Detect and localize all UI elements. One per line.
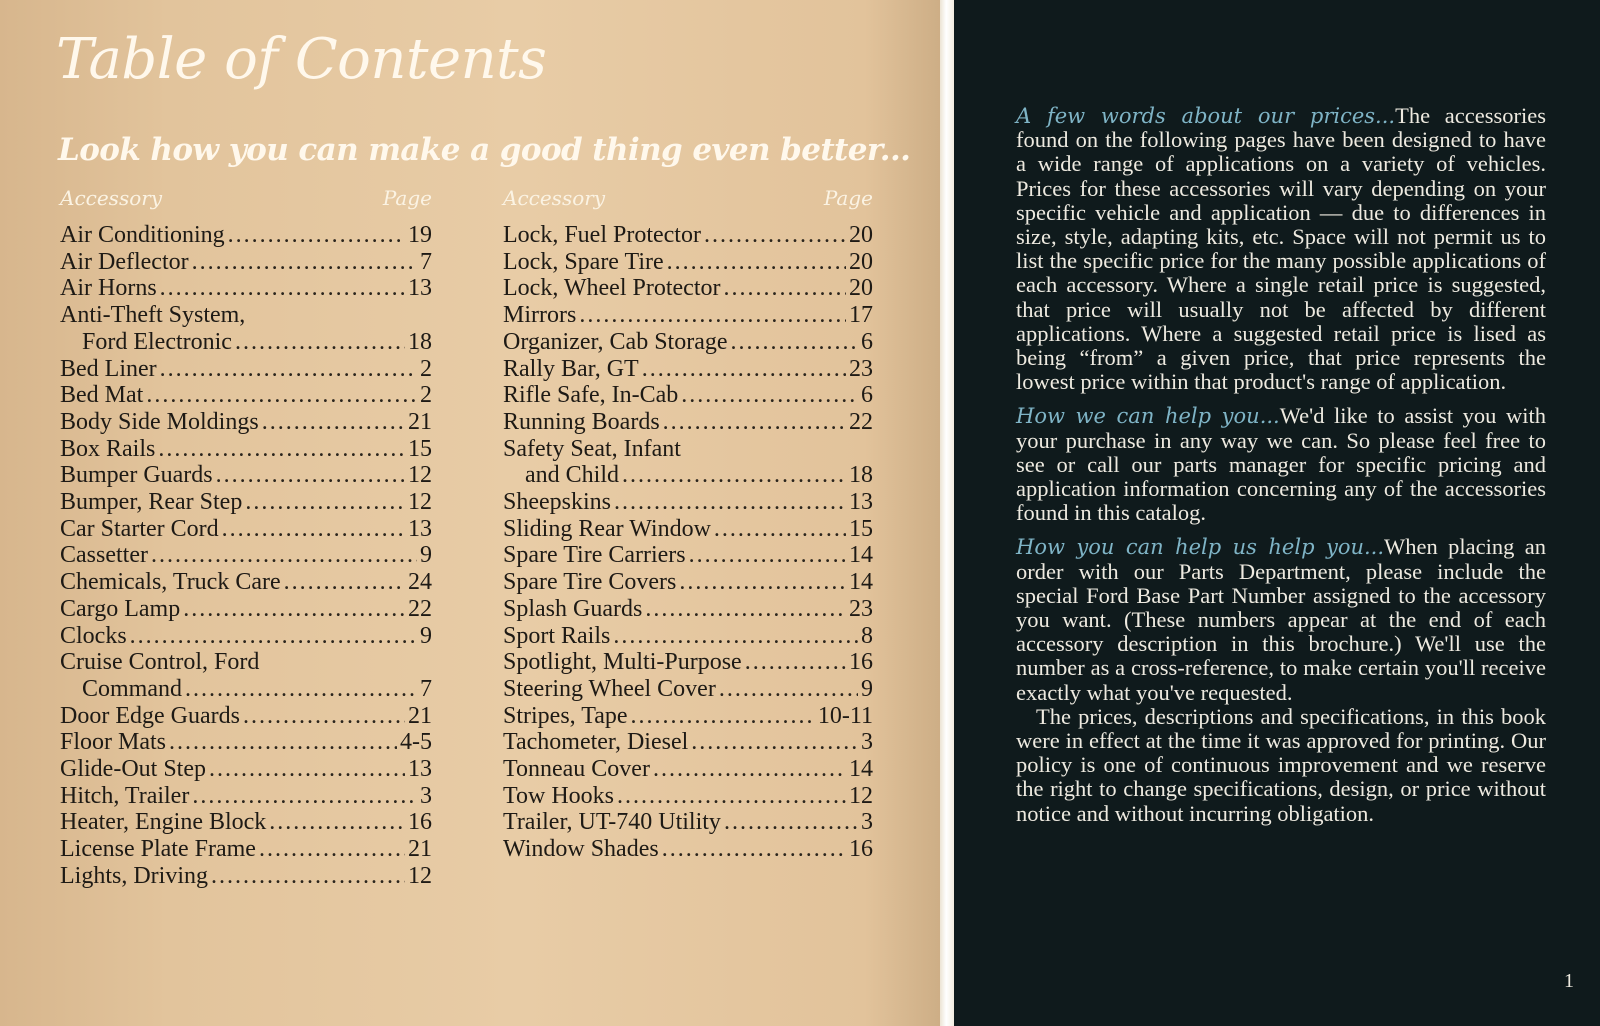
page-gutter — [940, 0, 954, 1026]
toc-entry — [60, 462, 432, 489]
column-header-accessory: Accessory — [60, 186, 163, 210]
toc-entry-title: Anti-Theft System, — [60, 302, 246, 329]
dot-leader — [211, 863, 405, 890]
paragraph-body: The prices, descriptions and specifications, in this book were in effect at the time it was approved for printing. Our policy is one of continuous improvement and we reserve the right to change specifications, design, or price without notice and without incurring obligation. — [1016, 703, 1546, 826]
toc-entry-title: Spare Tire Covers — [503, 569, 677, 596]
toc-entry-page: 14 — [849, 756, 873, 783]
paragraph-body: We'd like to assist you with your purchase in any way we can. So please feel free to see or call our parts manager for specific pricing and application information concerning any of the accessories found in this catalog. — [1016, 403, 1546, 526]
dot-leader — [160, 275, 405, 302]
dot-leader — [679, 569, 846, 596]
toc-entry-title: Bumper Guards — [60, 462, 213, 489]
toc-entry-page: 23 — [849, 595, 873, 622]
toc-entry-page: 21 — [408, 702, 432, 729]
toc-entry-page: 16 — [849, 836, 873, 863]
dot-leader — [724, 809, 858, 836]
toc-entry — [503, 783, 873, 810]
toc-entry-title: Running Boards — [503, 408, 660, 435]
toc-entry-title: Cassetter — [60, 542, 148, 569]
toc-entry-page: 6 — [861, 382, 873, 409]
toc-entry — [503, 756, 873, 783]
toc-entry-page: 13 — [408, 515, 432, 542]
dot-leader — [662, 836, 846, 863]
toc-entry — [503, 596, 873, 623]
dot-leader — [723, 275, 846, 302]
toc-entry — [503, 329, 873, 356]
toc-entry-page: 17 — [849, 302, 873, 329]
toc-entry-page: 9 — [420, 622, 432, 649]
toc-entry-title: Mirrors — [503, 302, 577, 329]
toc-entry — [503, 809, 873, 836]
toc-entry — [503, 569, 873, 596]
dot-leader — [222, 516, 405, 543]
dot-leader — [691, 729, 858, 756]
toc-entry-page: 24 — [408, 569, 432, 596]
dot-leader — [158, 436, 405, 463]
toc-entry — [503, 436, 873, 463]
toc-entry-title: Window Shades — [503, 836, 659, 863]
toc-entry-page: 2 — [420, 382, 432, 409]
toc-entry — [60, 863, 432, 890]
toc-entry — [60, 222, 432, 249]
toc-entry-title: Tonneau Cover — [503, 756, 650, 783]
dot-leader — [243, 703, 405, 730]
toc-entry — [60, 623, 432, 650]
page-title: Table of Contents — [56, 27, 547, 92]
toc-entry-title: Spotlight, Multi-Purpose — [503, 649, 742, 676]
dot-leader — [183, 596, 405, 623]
toc-entry-page: 7 — [420, 675, 432, 702]
paragraph-body: When placing an order with our Parts Department, please include the special Ford Base Part Number assigned to the accessory you want. (These numbers appear at the end of each accessory description in this brochure.) We'll use the number as a cross-reference, to make certain you'll receive exactly what you've requested. — [1016, 534, 1547, 705]
page-number: 1 — [1564, 970, 1574, 992]
toc-entry — [503, 836, 873, 863]
toc-list-1 — [60, 222, 432, 890]
dot-leader — [216, 462, 405, 489]
toc-entry — [503, 623, 873, 650]
toc-entry-page: 13 — [849, 489, 873, 516]
dot-leader — [151, 542, 417, 569]
toc-entry-title: Car Starter Cord — [60, 515, 219, 542]
toc-entry — [60, 649, 432, 676]
toc-entry-title: Cruise Control, Ford — [60, 649, 260, 676]
toc-entry-title: Tow Hooks — [503, 782, 614, 809]
toc-entry — [60, 596, 432, 623]
toc-entry-title: License Plate Frame — [60, 836, 256, 863]
dot-leader — [192, 783, 417, 810]
toc-entry-title: Spare Tire Carriers — [503, 542, 686, 569]
toc-entry-page: 21 — [408, 408, 432, 435]
toc-entry-title: Floor Mats — [60, 729, 167, 756]
toc-entry-title: Air Deflector — [60, 248, 189, 275]
dot-leader — [228, 222, 405, 249]
toc-entry — [60, 569, 432, 596]
toc-entry — [60, 249, 432, 276]
toc-entry — [60, 756, 432, 783]
dot-leader — [667, 249, 846, 276]
paragraph-help-us — [1016, 535, 1546, 704]
toc-entry-title: Glide-Out Step — [60, 756, 206, 783]
toc-entry — [60, 836, 432, 863]
toc-entry-title: Stripes, Tape — [503, 702, 628, 729]
toc-entry — [60, 676, 432, 703]
toc-entry — [60, 302, 432, 329]
toc-entry-page: 8 — [861, 622, 873, 649]
toc-entry-page: 18 — [849, 462, 873, 489]
prices-text — [1016, 104, 1546, 836]
toc-entry-title: Lock, Spare Tire — [503, 248, 664, 275]
toc-entry — [503, 516, 873, 543]
dot-leader — [146, 382, 417, 409]
toc-entry-title: Splash Guards — [503, 595, 643, 622]
toc-list-2 — [503, 222, 873, 863]
dot-leader — [269, 809, 405, 836]
dot-leader — [653, 756, 846, 783]
toc-entry-title: Safety Seat, Infant — [503, 435, 681, 462]
toc-entry-title: Air Horns — [60, 275, 157, 302]
toc-entry-title: Bumper, Rear Step — [60, 489, 243, 516]
toc-entry-title: Tachometer, Diesel — [503, 729, 689, 756]
toc-entry-page: 15 — [408, 435, 432, 462]
dot-leader — [169, 729, 397, 756]
toc-entry-page: 2 — [420, 355, 432, 382]
toc-entry-title: Trailer, UT-740 Utility — [503, 809, 721, 836]
paragraph-body: The accessories found on the following pages have been designed to have a wide range of applications on a variety of vehicles. Prices for these accessories will vary depending on your specific vehicle and application — due to differences in size, style, adapting kits, etc. Space will not permit us to list the specific price for the many possible applications of each accessory. Where a single retail price is suggested, that price will usually not be affected by different applications. Where a suggested retail price is lised as being “from” a given price, that price represents the lowest price within that product's range of application. — [1016, 103, 1546, 395]
toc-entry-title: Organizer, Cab Storage — [503, 328, 728, 355]
toc-entry-page: 12 — [408, 462, 432, 489]
toc-entry — [503, 356, 873, 383]
toc-entry — [60, 783, 432, 810]
dot-leader — [663, 409, 846, 436]
toc-entry — [503, 409, 873, 436]
toc-entry-page: 19 — [408, 222, 432, 248]
dot-leader — [622, 462, 846, 489]
toc-entry — [60, 809, 432, 836]
toc-entry-page: 4-5 — [400, 729, 432, 756]
toc-entry-title: Ford Electronic — [82, 328, 232, 355]
toc-entry-title: Lock, Wheel Protector — [503, 275, 721, 302]
toc-entry-page: 20 — [849, 275, 873, 302]
toc-entry — [503, 676, 873, 703]
dot-leader — [642, 356, 846, 383]
toc-entry — [60, 275, 432, 302]
toc-entry-title: Chemicals, Truck Care — [60, 569, 281, 596]
toc-entry — [60, 729, 432, 756]
toc-entry-title: Sheepskins — [503, 489, 611, 516]
toc-entry-page: 22 — [849, 408, 873, 435]
toc-entry-page: 18 — [408, 328, 432, 355]
toc-entry — [503, 302, 873, 329]
toc-entry-page: 14 — [849, 542, 873, 569]
toc-entry-page: 20 — [849, 248, 873, 275]
paragraph-lead: A few words about our prices... — [1016, 104, 1396, 128]
dot-leader — [719, 676, 858, 703]
toc-entry-page: 10-11 — [817, 702, 873, 729]
dot-leader — [160, 356, 417, 383]
toc-entry-page: 23 — [849, 355, 873, 382]
toc-entry-title: Sliding Rear Window — [503, 515, 711, 542]
toc-entry-title: Box Rails — [60, 435, 156, 462]
column-header-page: Page — [823, 186, 873, 210]
dot-leader — [245, 489, 405, 516]
paragraph-policy — [1016, 705, 1546, 826]
column-header — [60, 185, 432, 211]
toc-entry — [60, 436, 432, 463]
toc-entry-title: Heater, Engine Block — [60, 809, 267, 836]
dot-leader — [130, 623, 417, 650]
toc-entry — [503, 542, 873, 569]
dot-leader — [645, 596, 846, 623]
toc-entry — [503, 489, 873, 516]
toc-entry-title: Rifle Safe, In-Cab — [503, 382, 679, 409]
toc-entry-title: and Child — [525, 462, 619, 489]
paragraph-prices — [1016, 104, 1546, 394]
toc-entry — [503, 462, 873, 489]
toc-entry-page: 20 — [849, 222, 873, 248]
paragraph-lead: How you can help us help you... — [1016, 535, 1385, 560]
toc-entry — [503, 222, 873, 249]
toc-entry-title: Door Edge Guards — [60, 702, 240, 729]
dot-leader — [745, 649, 846, 676]
dot-leader — [689, 542, 846, 569]
toc-entry-page: 22 — [408, 595, 432, 622]
toc-entry-page: 7 — [420, 248, 432, 275]
column-header-accessory: Accessory — [503, 186, 606, 210]
toc-entry-title: Rally Bar, GT — [503, 355, 639, 382]
toc-entry-page: 16 — [849, 649, 873, 676]
toc-entry — [60, 489, 432, 516]
toc-entry-page: 14 — [849, 569, 873, 596]
dot-leader — [259, 836, 405, 863]
toc-entry — [60, 356, 432, 383]
toc-entry-page: 12 — [408, 489, 432, 516]
toc-entry-page: 6 — [861, 328, 873, 355]
toc-entry-page: 9 — [420, 542, 432, 569]
dot-leader — [235, 329, 405, 356]
toc-entry-page: 15 — [849, 515, 873, 542]
prices-info-page — [954, 0, 1600, 1026]
toc-entry-title: Command — [82, 675, 182, 702]
toc-entry-page: 3 — [861, 729, 873, 756]
toc-entry-title: Sport Rails — [503, 622, 611, 649]
column-header-page: Page — [382, 186, 432, 210]
toc-entry-page: 12 — [408, 862, 432, 889]
column-header — [503, 185, 873, 211]
dot-leader — [681, 382, 858, 409]
toc-entry — [503, 729, 873, 756]
toc-entry — [503, 249, 873, 276]
toc-entry-page: 13 — [408, 275, 432, 302]
toc-entry-title: Clocks — [60, 622, 127, 649]
dot-leader — [613, 623, 858, 650]
dot-leader — [614, 489, 846, 516]
toc-entry — [60, 703, 432, 730]
dot-leader — [262, 409, 405, 436]
toc-entry — [60, 409, 432, 436]
toc-entry-title: Steering Wheel Cover — [503, 675, 716, 702]
dot-leader — [617, 783, 846, 810]
toc-entry — [60, 329, 432, 356]
dot-leader — [714, 516, 846, 543]
toc-entry-title: Hitch, Trailer — [60, 782, 190, 809]
dot-leader — [704, 222, 846, 249]
toc-entry-page: 3 — [420, 782, 432, 809]
toc-entry-page: 3 — [861, 809, 873, 836]
toc-entry-page: 12 — [849, 782, 873, 809]
toc-entry — [503, 382, 873, 409]
dot-leader — [731, 329, 858, 356]
toc-entry-page: 16 — [408, 809, 432, 836]
page-subtitle: Look how you can make a good thing even better... — [58, 132, 911, 168]
toc-entry-title: Air Conditioning — [60, 222, 225, 248]
toc-entry — [60, 516, 432, 543]
toc-column-1 — [60, 185, 432, 890]
toc-entry — [60, 542, 432, 569]
dot-leader — [579, 302, 846, 329]
paragraph-lead: How we can help you... — [1016, 404, 1280, 429]
paragraph-help-you — [1016, 404, 1546, 525]
toc-entry-title: Bed Mat — [60, 382, 144, 409]
dot-leader — [185, 676, 417, 703]
toc-entry-title: Cargo Lamp — [60, 595, 181, 622]
dot-leader — [284, 569, 405, 596]
dot-leader — [192, 249, 417, 276]
toc-entry — [60, 382, 432, 409]
toc-entry-title: Lights, Driving — [60, 862, 208, 889]
toc-entry — [503, 649, 873, 676]
toc-entry-title: Lock, Fuel Protector — [503, 222, 701, 248]
toc-entry-title: Bed Liner — [60, 355, 157, 382]
toc-entry — [503, 703, 873, 730]
toc-entry-page: 21 — [408, 836, 432, 863]
toc-column-2 — [503, 185, 873, 863]
toc-entry-page: 13 — [408, 756, 432, 783]
toc-entry-title: Body Side Moldings — [60, 408, 259, 435]
toc-entry-page: 9 — [861, 675, 873, 702]
dot-leader — [209, 756, 405, 783]
dot-leader — [631, 703, 815, 730]
toc-entry — [503, 275, 873, 302]
